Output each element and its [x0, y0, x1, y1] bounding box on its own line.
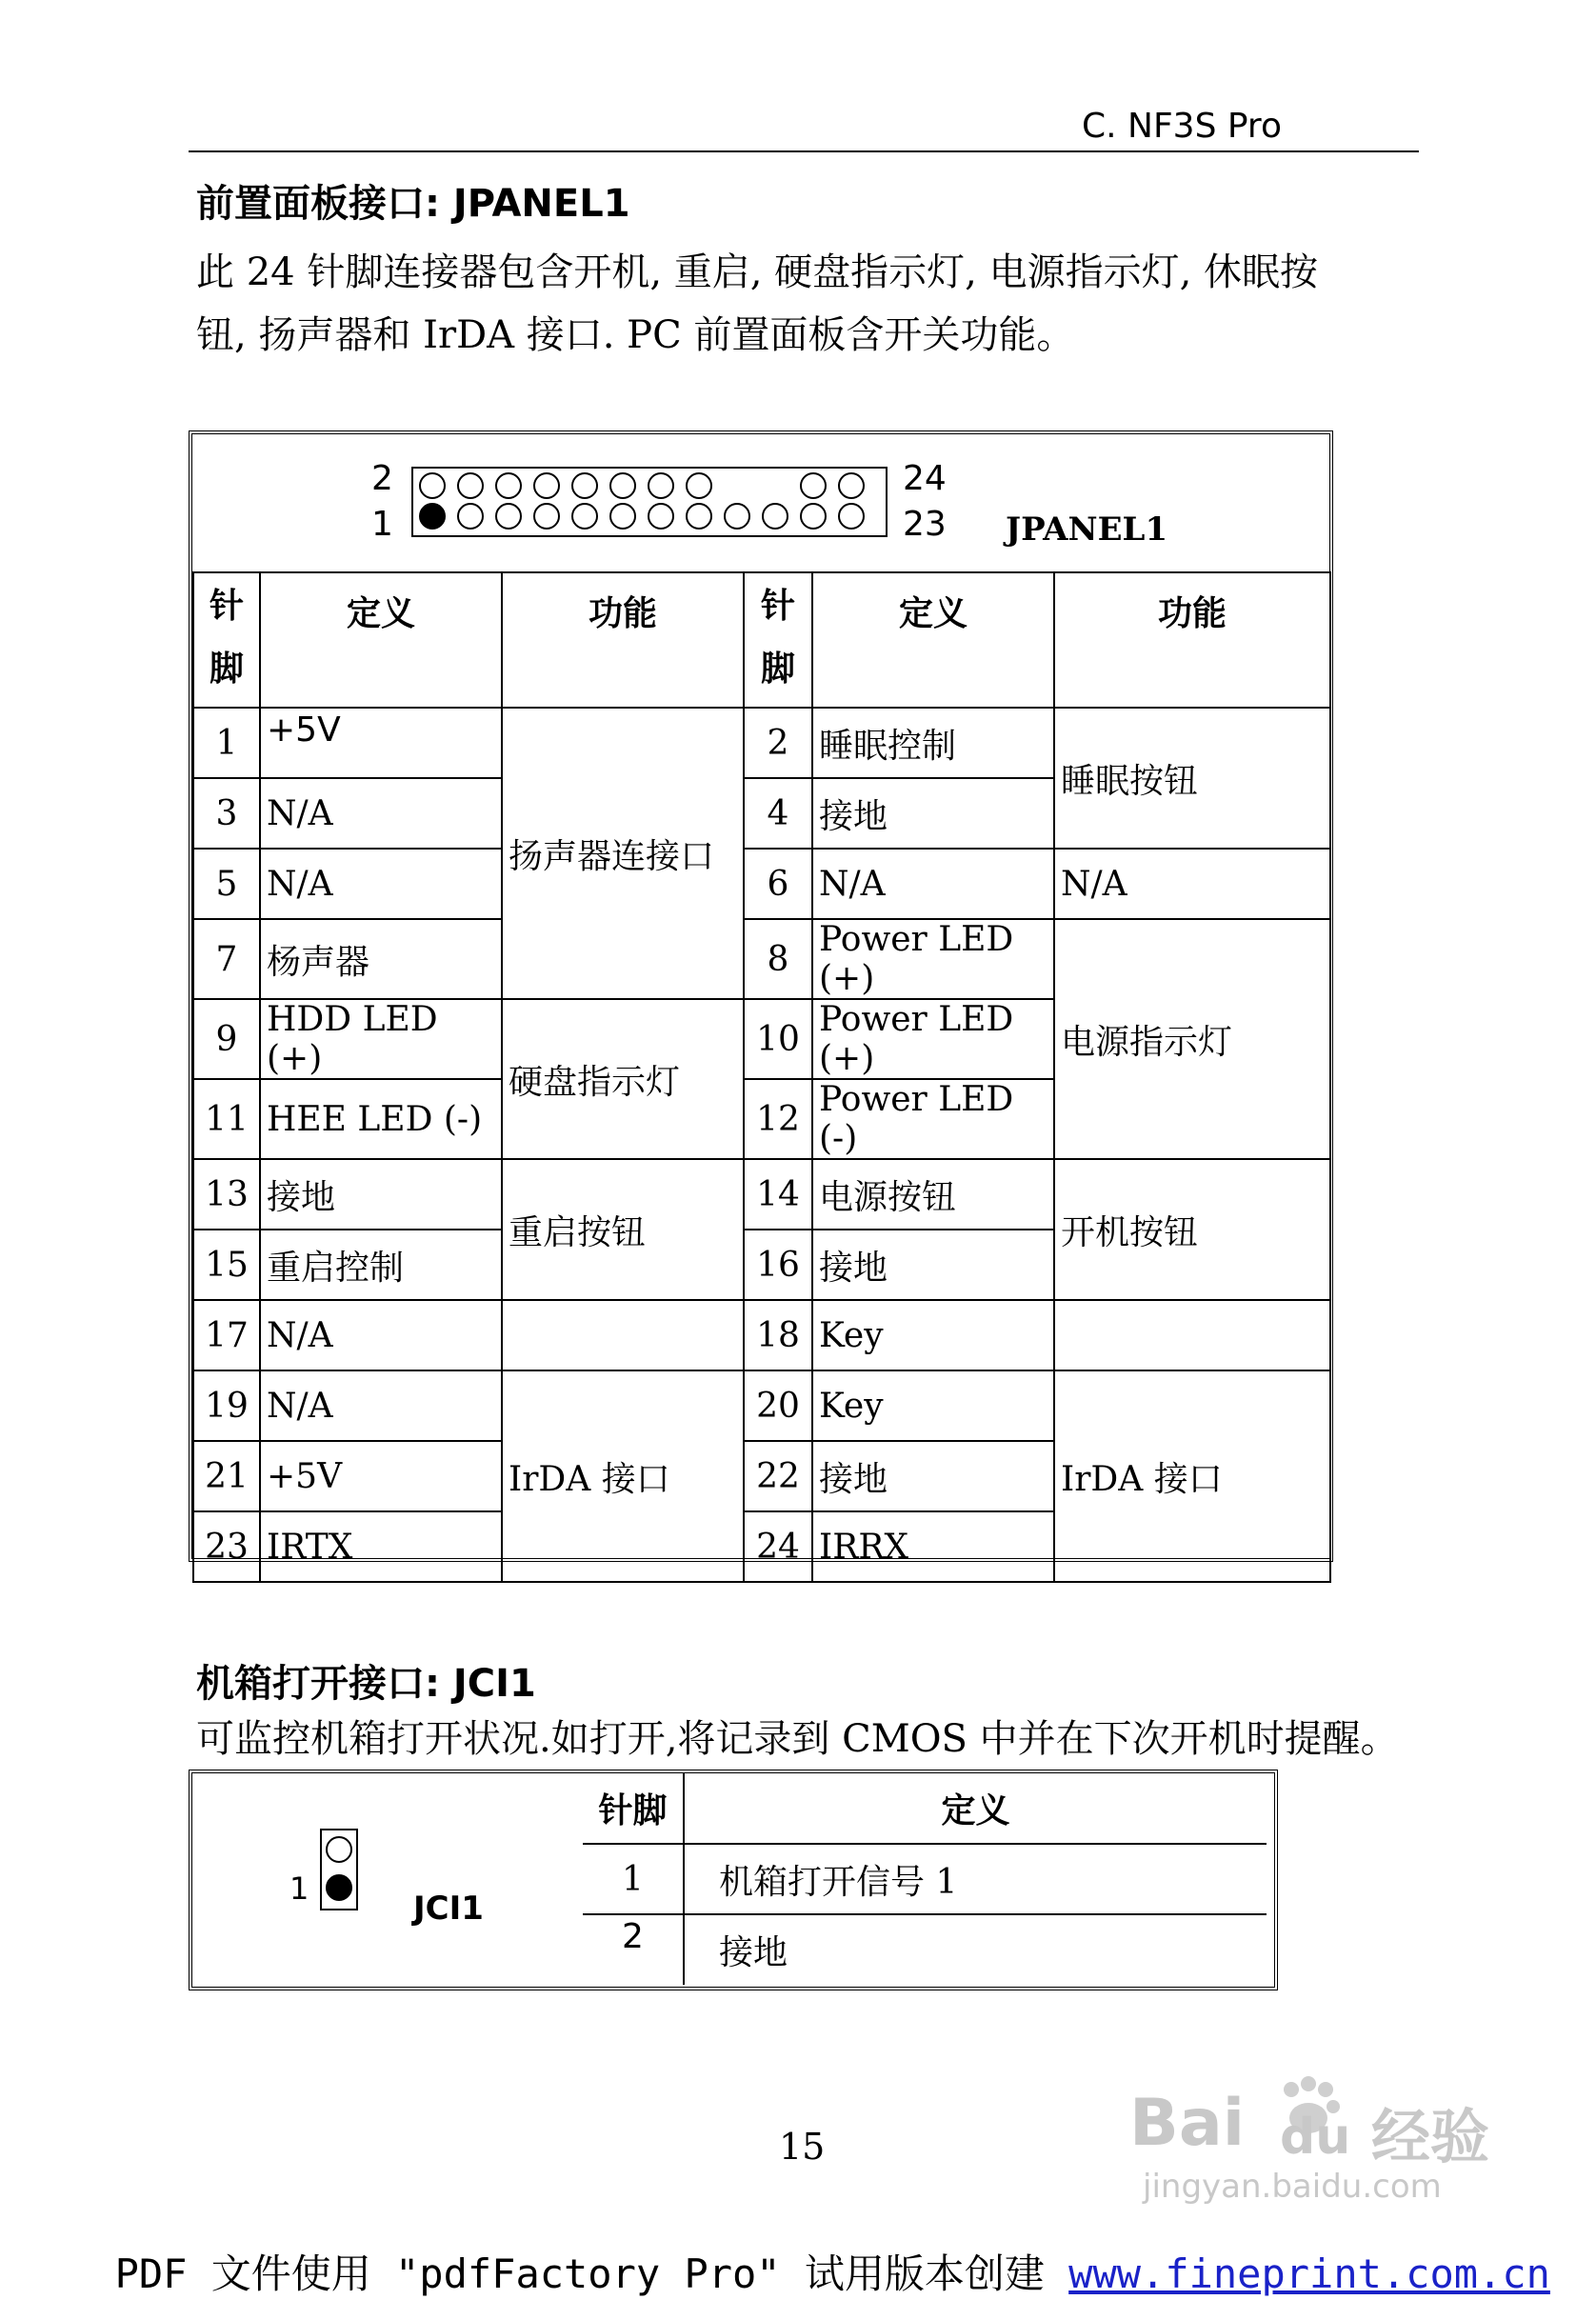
col-header-def-right: 定义 — [812, 572, 1054, 708]
pin-definition: 接地 — [812, 1230, 1054, 1300]
pin-number: 19 — [193, 1370, 260, 1441]
function-irda-right: IrDA 接口 — [1054, 1370, 1330, 1582]
jci-pin-2 — [326, 1836, 352, 1863]
connector-pin — [648, 503, 674, 530]
table-row — [193, 919, 1330, 999]
pin-definition: 接地 — [812, 1441, 1054, 1511]
pin-definition: +5V — [260, 1441, 502, 1511]
function-power-button: 开机按钮 — [1054, 1159, 1330, 1300]
table-row — [193, 1159, 1330, 1230]
connector-pin — [457, 472, 484, 499]
pin-number: 23 — [193, 1511, 260, 1582]
connector-pin — [838, 472, 865, 499]
pin-definition: 机箱打开信号 1 — [684, 1844, 1267, 1914]
pin-number: 12 — [744, 1079, 812, 1159]
col-header-func-left: 功能 — [502, 572, 744, 708]
pin-definition: N/A — [260, 849, 502, 919]
pin-definition: 重启控制 — [260, 1230, 502, 1300]
connector-pin — [609, 503, 636, 530]
connector-pin — [686, 503, 712, 530]
pin-definition: 接地 — [260, 1159, 502, 1230]
pin-definition: Power LED (+) — [812, 919, 1054, 999]
connector-pin — [609, 472, 636, 499]
footer-text: PDF 文件使用 "pdfFactory Pro" 试用版本创建 — [114, 2250, 1069, 2297]
connector-pin — [533, 472, 560, 499]
col-header-pin-left: 针 脚 — [193, 572, 260, 708]
connector-pin — [838, 503, 865, 530]
connector-pin — [495, 503, 522, 530]
pin-definition: +5V — [260, 708, 502, 778]
pin-number: 13 — [193, 1159, 260, 1230]
pin-label-2: 2 — [371, 459, 393, 498]
pin-label-23: 23 — [903, 505, 947, 544]
pin-definition: 接地 — [684, 1914, 1267, 1985]
pin-number: 21 — [193, 1441, 260, 1511]
pin-number: 17 — [193, 1300, 260, 1370]
section-description-line-1: 此 24 针脚连接器包含开机, 重启, 硬盘指示灯, 电源指示灯, 休眠按 — [196, 250, 1319, 294]
pin-definition: 电源按钮 — [812, 1159, 1054, 1230]
table-row — [583, 1914, 1267, 1985]
pin-number: 2 — [744, 708, 812, 778]
function-irda-left: IrDA 接口 — [502, 1370, 744, 1582]
function-speaker: 扬声器连接口 — [502, 708, 744, 999]
pin-definition: Key — [812, 1370, 1054, 1441]
document-model-header: C. NF3S Pro — [1082, 107, 1282, 146]
pin-number: 7 — [193, 919, 260, 999]
function-sleep-button: 睡眠按钮 — [1054, 708, 1330, 849]
jci-col-header-pin: 针脚 — [583, 1773, 684, 1844]
pin-number: 3 — [193, 778, 260, 849]
pin-number: 16 — [744, 1230, 812, 1300]
watermark-url: jingyan.baidu.com — [1143, 2168, 1442, 2206]
pin-label-1: 1 — [371, 505, 393, 544]
table-row — [193, 1300, 1330, 1370]
table-row — [193, 708, 1330, 778]
pin-definition: HEE LED (-) — [260, 1079, 502, 1159]
col-header-pin-right: 针 脚 — [744, 572, 812, 708]
section-description-line-2: 钮, 扬声器和 IrDA 接口. PC 前置面板含开关功能。 — [196, 313, 1075, 357]
table-row — [193, 849, 1330, 919]
section-title-jci: 机箱打开接口: JCI1 — [196, 1662, 536, 1706]
pin-definition: N/A — [260, 1300, 502, 1370]
pin-number: 6 — [744, 849, 812, 919]
function-hdd-led: 硬盘指示灯 — [502, 999, 744, 1159]
connector-pin — [724, 503, 750, 530]
function-empty — [1054, 1300, 1330, 1370]
watermark-product: 经验 — [1371, 2102, 1490, 2171]
connector-pin — [800, 503, 827, 530]
pin-definition: 接地 — [812, 778, 1054, 849]
connector-pin — [762, 503, 788, 530]
connector-name: JPANEL1 — [1006, 510, 1168, 549]
connector-pin — [533, 503, 560, 530]
pin-number: 18 — [744, 1300, 812, 1370]
jci-col-header-def: 定义 — [684, 1773, 1267, 1844]
section-title-jpanel: 前置面板接口: JPANEL1 — [196, 182, 630, 226]
col-header-def-left: 定义 — [260, 572, 502, 708]
col-header-func-right: 功能 — [1054, 572, 1330, 708]
pdf-footer — [67, 2196, 1550, 2300]
pin-definition: Power LED (+) — [812, 999, 1054, 1079]
pin-number: 24 — [744, 1511, 812, 1582]
connector-pin — [686, 472, 712, 499]
section-description-jci: 可监控机箱打开状况.如打开,将记录到 CMOS 中并在下次开机时提醒。 — [196, 1717, 1399, 1761]
pin-number: 14 — [744, 1159, 812, 1230]
footer-link[interactable]: www.fineprint.com.cn — [1068, 2250, 1550, 2297]
pin-definition: Power LED (-) — [812, 1079, 1054, 1159]
pin-number: 5 — [193, 849, 260, 919]
table-row — [193, 1370, 1330, 1441]
pin-number: 15 — [193, 1230, 260, 1300]
jci-pin-label-1: 1 — [289, 1870, 309, 1907]
connector-pin — [571, 503, 598, 530]
connector-pin — [800, 472, 827, 499]
pin-label-24: 24 — [903, 459, 947, 498]
pin-definition: IRRX — [812, 1511, 1054, 1582]
watermark-brand-du: du — [1280, 2109, 1351, 2166]
pin-number: 20 — [744, 1370, 812, 1441]
jci-connector-name: JCI1 — [413, 1890, 484, 1928]
connector-pin — [571, 472, 598, 499]
connector-pin — [495, 472, 522, 499]
pin-number: 2 — [583, 1914, 684, 1985]
pin-definition: 杨声器 — [260, 919, 502, 999]
connector-pin — [419, 472, 446, 499]
pin-definition: N/A — [260, 1370, 502, 1441]
connector-pin — [457, 503, 484, 530]
pin-number: 9 — [193, 999, 260, 1079]
pin-definition: IRTX — [260, 1511, 502, 1582]
table-row — [583, 1844, 1267, 1914]
watermark-brand: Bai — [1129, 2086, 1246, 2161]
function-na: N/A — [1054, 849, 1330, 919]
connector-pin — [648, 472, 674, 499]
function-reset: 重启按钮 — [502, 1159, 744, 1300]
pin-number: 1 — [193, 708, 260, 778]
page-number: 15 — [779, 2126, 826, 2168]
pin-definition: Key — [812, 1300, 1054, 1370]
pin-number: 8 — [744, 919, 812, 999]
pin-number: 11 — [193, 1079, 260, 1159]
pin-number: 10 — [744, 999, 812, 1079]
pin-definition: 睡眠控制 — [812, 708, 1054, 778]
connector-pin-1 — [419, 503, 446, 530]
pin-number: 22 — [744, 1441, 812, 1511]
header-rule — [189, 150, 1419, 152]
pin-definition: N/A — [260, 778, 502, 849]
jpanel-pin-table — [192, 571, 1331, 1583]
pin-definition: HDD LED (+) — [260, 999, 502, 1079]
function-empty — [502, 1300, 744, 1370]
jci-pin-1 — [326, 1874, 352, 1901]
pin-number: 1 — [583, 1844, 684, 1914]
pin-definition: N/A — [812, 849, 1054, 919]
jci-pin-table — [583, 1773, 1267, 1985]
pin-number: 4 — [744, 778, 812, 849]
function-power-led: 电源指示灯 — [1054, 919, 1330, 1159]
